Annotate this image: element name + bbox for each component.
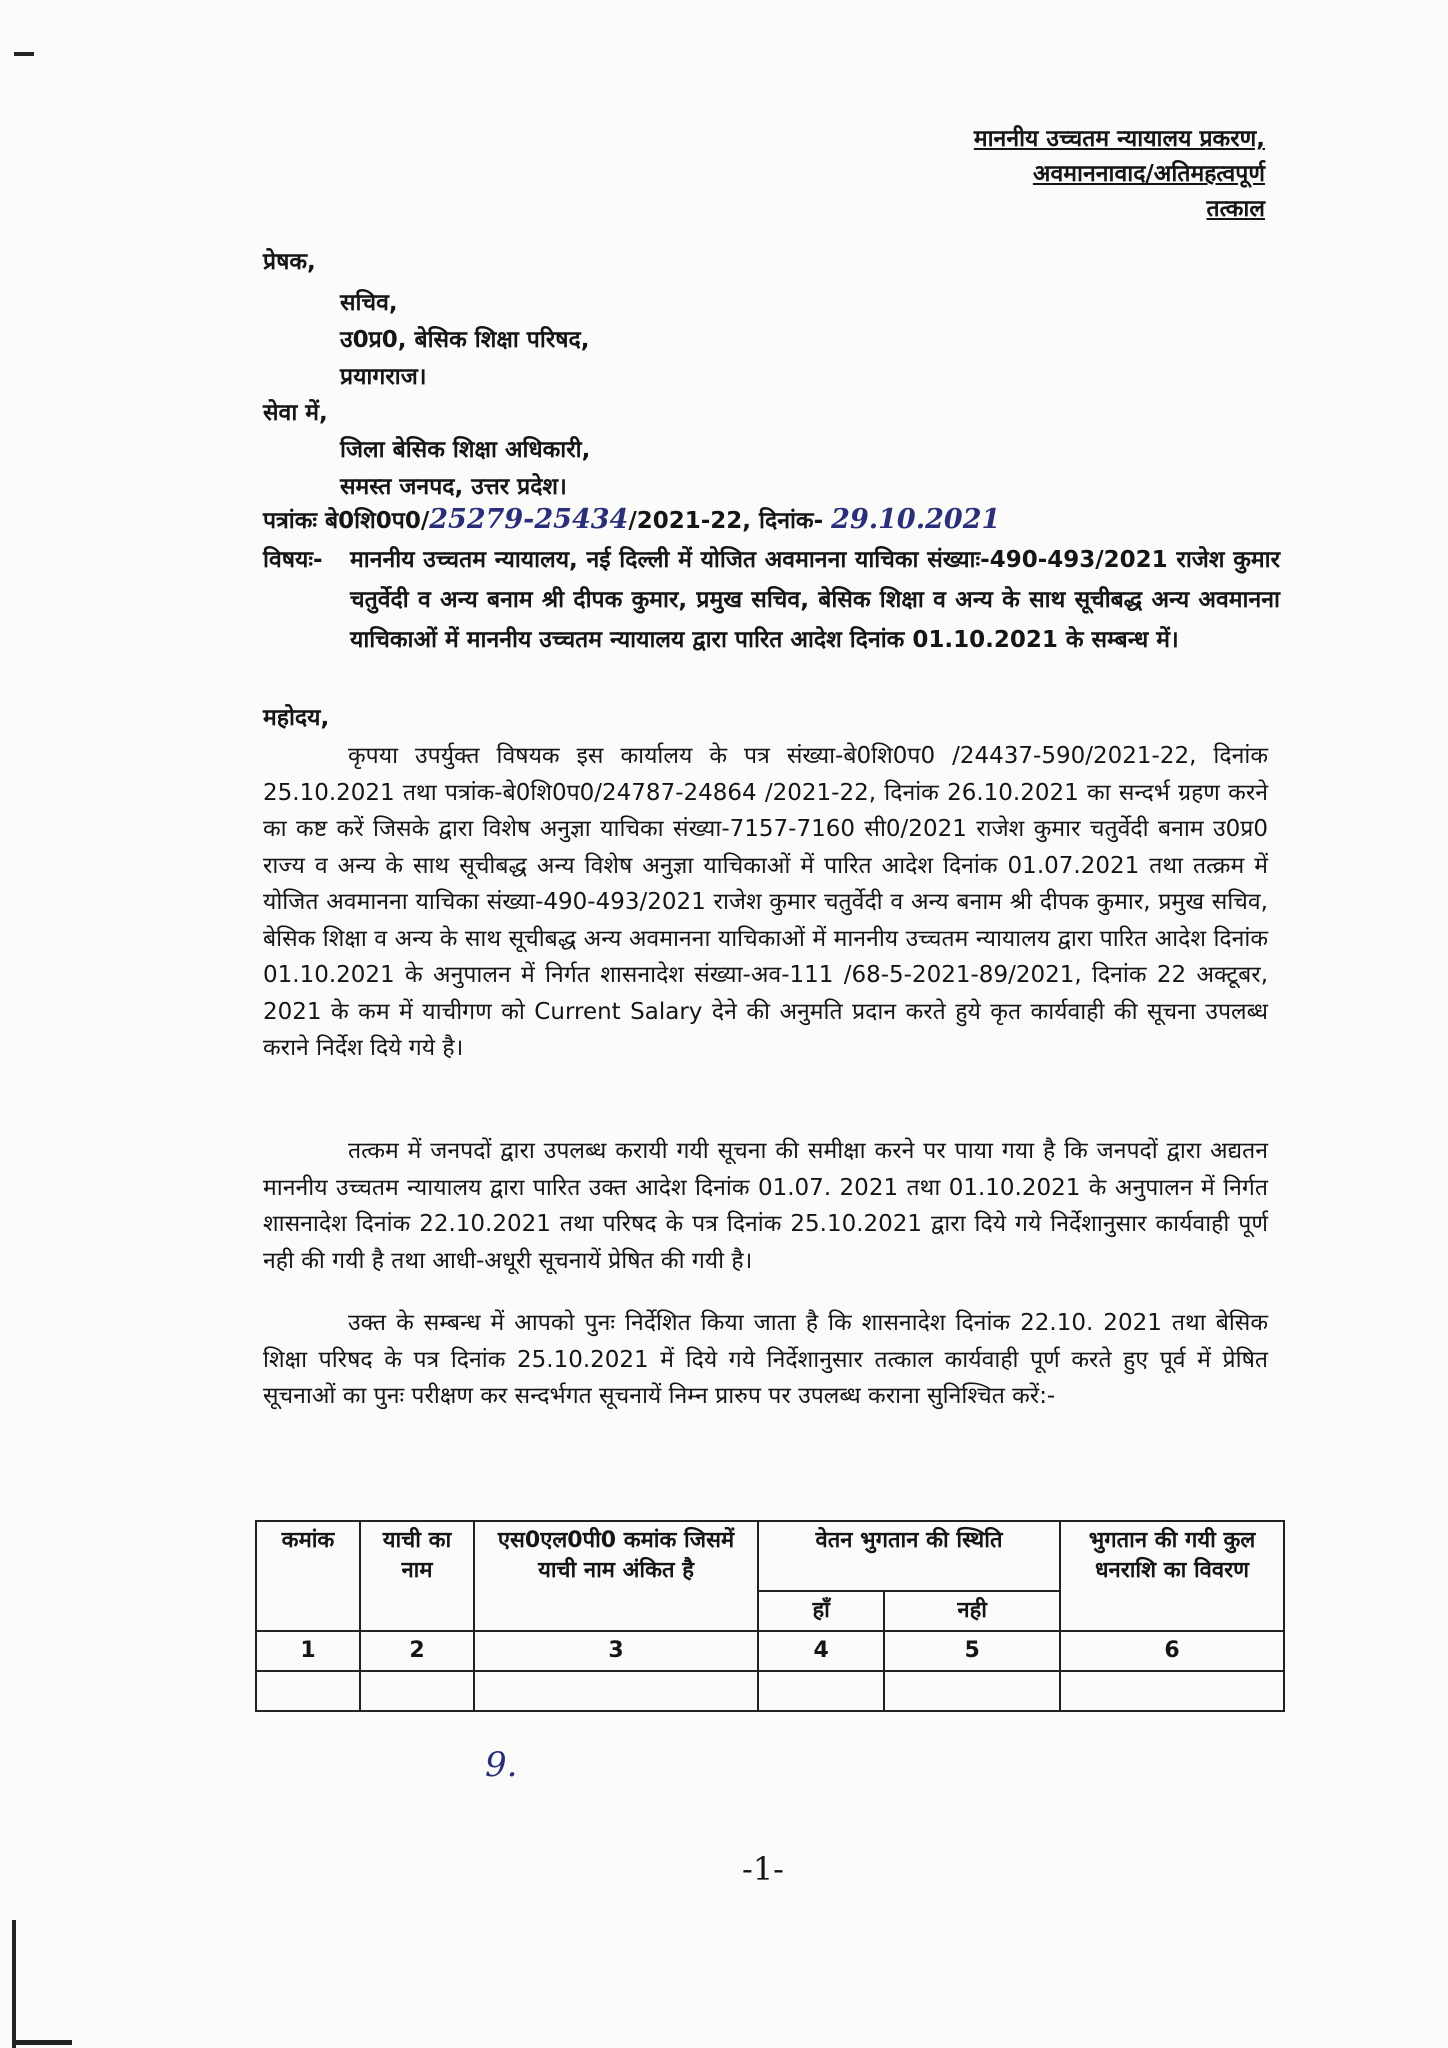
table-cell (884, 1671, 1060, 1711)
ref-prefix: पत्रांकः बे0शि0प0/ (263, 508, 430, 534)
col-header-amount: भुगतान की गयी कुल धनराशि का विवरण (1060, 1521, 1284, 1631)
col-number: 2 (360, 1631, 474, 1671)
col-header-salary-status: वेतन भुगतान की स्थिति (758, 1521, 1060, 1591)
paragraph-text: कृपया उपर्युक्त विषयक इस कार्यालय के पत्र संख्या-बे0शि0प0 /24437-590/2021-22, दिनांक 25.10.2021 तथा पत्रांक-बे0शि0प0/24787-24864 /2021-22, दिनांक 26.10.2021 का सन्दर्भ ग्रहण करने का कष्ट करें जिसके द्वारा विशेष अनुज्ञा याचिका संख्या-7157-7160 सी0/2021 राजेश कुमार चतुर्वेदी बनाम उ0प्र0 राज्य व अन्य के साथ सूचीबद्ध अन्य विशेष अनुज्ञा याचिकाओं में पारित आदेश दिनांक 01.07.2021 तथा तत्क्रम में योजित अवमानना याचिका संख्या-490-493/2021 राजेश कुमार चतुर्वेदी व अन्य बनाम श्री दीपक कुमार, प्रमुख सचिव, बेसिक शिक्षा व अन्य के साथ सूचीबद्ध अन्य अवमानना याचिकाओं में माननीय उच्चतम न्यायालय द्वारा पारित आदेश दिनांक 01.10.2021 के अनुपालन में निर्गत शासनादेश संख्या-अव-111 /68-5-2021-89/2021, दिनांक 22 अक्टूबर, 2021 के कम में याचीगण को Current Salary देने की अनुमति प्रदान करते हुये कृत कार्यवाही की सूचना उपलब्ध कराने निर्देश दिये गये है। (263, 743, 1268, 1061)
paragraph-text: उक्त के सम्बन्ध में आपको पुनः निर्देशित किया जाता है कि शासनादेश दिनांक 22.10. 2021 तथा बेसिक शिक्षा परिषद के पत्र दिनांक 25.10.2021 में दिये गये निर्देशानुसार तत्काल कार्यवाही पूर्ण करते हुए पूर्व में प्रेषित सूचनाओं का पुनः परीक्षण कर सन्दर्भगत सूचनायें निम्न प्रारुप पर उपलब्ध कराना सुनिश्चित करें:- (263, 1310, 1268, 1409)
reference-line (263, 502, 1000, 539)
table-cell (758, 1671, 884, 1711)
subject-text (350, 540, 1280, 660)
scan-edge-mark-bottom (12, 2040, 72, 2045)
col-number: 3 (474, 1631, 758, 1671)
sender-line: उ0प्र0, बेसिक शिक्षा परिषद, (340, 327, 590, 353)
col-header-no: नही (884, 1591, 1060, 1631)
header-priority (974, 122, 1265, 227)
col-header-name: याची का नाम (360, 1521, 474, 1631)
table-cell (1060, 1671, 1284, 1711)
col-number: 5 (884, 1631, 1060, 1671)
ref-date-handwritten: 29.10.2021 (831, 504, 1001, 535)
col-number: 4 (758, 1631, 884, 1671)
sender-label: प्रेषक, (263, 249, 316, 275)
paragraph-text: तत्कम में जनपदों द्वारा उपलब्ध करायी गयी सूचना की समीक्षा करने पर पाया गया है कि जनपदों द्वारा अद्यतन माननीय उच्चतम न्यायालय द्वारा पारित उक्त आदेश दिनांक 01.07. 2021 तथा 01.10.2021 के अनुपालन में निर्गत शासनादेश दिनांक 22.10.2021 तथा परिषद के पत्र दिनांक 25.10.2021 द्वारा दिये गये निर्देशानुसार कार्यवाही पूर्ण नही की गयी है तथा आधी-अधूरी सूचनायें प्रेषित की गयी है। (263, 1138, 1268, 1274)
salutation: महोदय, (263, 705, 330, 731)
paragraph-2 (263, 1133, 1268, 1279)
sender-block (340, 285, 589, 396)
page-number: -1- (742, 1850, 784, 1888)
table-cell (360, 1671, 474, 1711)
handwritten-mark: 9. (485, 1745, 518, 1785)
information-format-table (255, 1520, 1285, 1712)
table-cell (256, 1671, 360, 1711)
scan-edge-mark (12, 1920, 16, 2048)
ref-mid: /2021-22, दिनांक- (628, 508, 824, 534)
ref-number-handwritten: 25279-25434 (429, 504, 629, 535)
scan-mark (14, 52, 34, 56)
subject-label: विषयः- (263, 547, 323, 573)
col-number: 1 (256, 1631, 360, 1671)
recipient-line: जिला बेसिक शिक्षा अधिकारी, (340, 437, 591, 463)
subject-body: माननीय उच्चतम न्यायालय, नई दिल्ली में योजित अवमानना याचिका संख्याः-490-493/2021 राजेश कुमार चतुर्वेदी व अन्य बनाम श्री दीपक कुमार, प्रमुख सचिव, बेसिक शिक्षा व अन्य के साथ सूचीबद्ध अन्य अवमानना याचिकाओं में माननीय उच्चतम न्यायालय द्वारा पारित आदेश दिनांक 01.10.2021 के सम्बन्ध में। (350, 547, 1280, 653)
sender-line: सचिव, (340, 290, 398, 316)
header-line: तत्काल (1206, 196, 1265, 222)
table-row-empty (256, 1671, 1284, 1711)
col-number: 6 (1060, 1631, 1284, 1671)
paragraph-3 (263, 1305, 1268, 1415)
table-number-row (256, 1631, 1284, 1671)
to-label: सेवा में, (263, 400, 328, 426)
header-line: अवमाननावाद/अतिमहत्वपूर्ण (1032, 161, 1265, 187)
table-header-row (256, 1521, 1284, 1591)
recipient-block (340, 432, 590, 506)
paragraph-1 (263, 738, 1268, 1067)
col-header-serial: कमांक (256, 1521, 360, 1631)
header-line: माननीय उच्चतम न्यायालय प्रकरण, (973, 126, 1265, 152)
recipient-line: समस्त जनपद, उत्तर प्रदेश। (340, 474, 567, 500)
table-cell (474, 1671, 758, 1711)
col-header-slp: एस0एल0पी0 कमांक जिसमें याची नाम अंकित है (474, 1521, 758, 1631)
col-header-yes: हाँ (758, 1591, 884, 1631)
sender-line: प्रयागराज। (340, 364, 427, 390)
